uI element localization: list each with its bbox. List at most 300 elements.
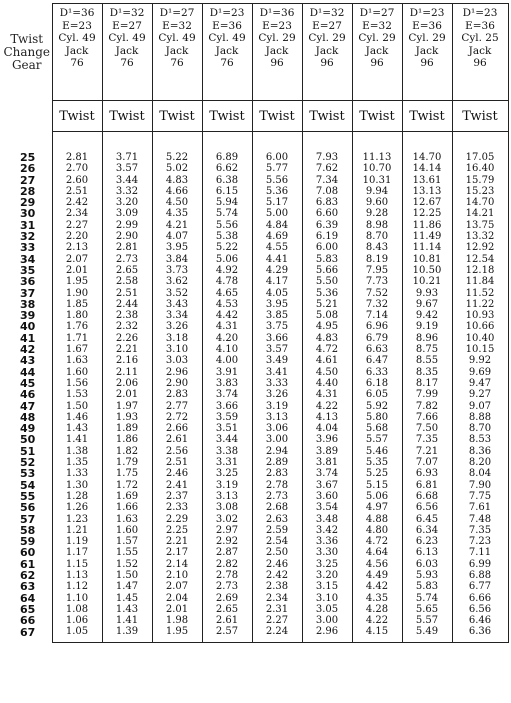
column-spec-jack-num: 76 bbox=[120, 57, 134, 69]
twist-value-cell: 2.16 bbox=[102, 355, 152, 366]
twist-value-cell: 3.74 bbox=[202, 389, 252, 400]
column-spec-cyl: Cyl. 49 bbox=[58, 32, 96, 44]
twist-value-cell: 5.06 bbox=[202, 254, 252, 265]
table-row bbox=[2, 480, 508, 491]
change-gear-number: 38 bbox=[20, 297, 36, 311]
twist-change-gear-table bbox=[2, 3, 509, 643]
column-spec-d: D¹=23 bbox=[209, 7, 245, 19]
change-gear-number: 51 bbox=[20, 444, 36, 458]
column-spec-d: D¹=23 bbox=[462, 7, 498, 19]
column-spec-e: E=32 bbox=[362, 19, 392, 32]
twist-value-cell: 5.93 bbox=[402, 570, 452, 581]
twist-value-cell: 1.75 bbox=[102, 468, 152, 479]
twist-value-cell: 5.15 bbox=[352, 480, 402, 491]
twist-column-label: Twist bbox=[452, 101, 508, 132]
twist-value-cell: 1.52 bbox=[102, 559, 152, 570]
twist-value-cell: 2.56 bbox=[152, 446, 202, 457]
twist-value-cell: 3.85 bbox=[252, 310, 302, 321]
twist-value-cell: 12.18 bbox=[452, 265, 508, 276]
twist-value-cell: 6.19 bbox=[302, 231, 352, 242]
column-spec-jack: Jack bbox=[415, 44, 439, 57]
twist-value-cell: 1.53 bbox=[52, 389, 102, 400]
column-spec-jack: Jack bbox=[215, 44, 239, 57]
table-row bbox=[2, 434, 508, 445]
table-row bbox=[2, 389, 508, 400]
twist-value-cell: 4.20 bbox=[202, 333, 252, 344]
twist-value-cell: 2.73 bbox=[252, 491, 302, 502]
twist-value-cell: 2.24 bbox=[252, 626, 302, 642]
twist-value-cell: 2.90 bbox=[102, 231, 152, 242]
twist-value-cell: 2.57 bbox=[202, 626, 252, 642]
twist-value-cell: 2.04 bbox=[152, 593, 202, 604]
twist-value-cell: 1.56 bbox=[52, 378, 102, 389]
column-spec-cyl: Cyl. 29 bbox=[308, 32, 346, 44]
change-gear-number: 41 bbox=[20, 331, 36, 345]
twist-value-cell: 2.51 bbox=[102, 288, 152, 299]
twist-value-cell: 10.31 bbox=[352, 175, 402, 186]
twist-value-cell: 9.28 bbox=[352, 208, 402, 219]
twist-value-cell: 2.61 bbox=[152, 434, 202, 445]
change-gear-number: 60 bbox=[20, 546, 36, 560]
column-spec-e: E=23 bbox=[262, 19, 292, 32]
change-gear-number: 26 bbox=[20, 162, 36, 176]
twist-value-cell: 7.52 bbox=[352, 288, 402, 299]
twist-value-cell: 2.65 bbox=[202, 604, 252, 615]
twist-column-label: Twist bbox=[302, 101, 352, 132]
twist-value-cell: 3.42 bbox=[302, 525, 352, 536]
twist-value-cell: 1.23 bbox=[52, 514, 102, 525]
change-gear-number: 50 bbox=[20, 433, 36, 447]
twist-value-cell: 11.86 bbox=[402, 220, 452, 231]
twist-value-cell: 4.15 bbox=[352, 626, 402, 642]
table-row bbox=[2, 355, 508, 366]
twist-value-cell: 2.31 bbox=[252, 604, 302, 615]
change-gear-number: 42 bbox=[20, 343, 36, 357]
column-spec-e: E=27 bbox=[312, 19, 342, 32]
column-spec-header bbox=[352, 4, 402, 101]
twist-value-cell: 5.83 bbox=[402, 581, 452, 592]
twist-value-cell: 8.04 bbox=[452, 468, 508, 479]
twist-value-cell: 10.66 bbox=[452, 321, 508, 332]
twist-value-cell: 4.84 bbox=[252, 220, 302, 231]
twist-value-cell: 8.20 bbox=[452, 457, 508, 468]
twist-value-cell: 4.92 bbox=[202, 265, 252, 276]
twist-value-cell: 1.21 bbox=[52, 525, 102, 536]
twist-value-cell: 3.18 bbox=[152, 333, 202, 344]
twist-value-cell: 1.13 bbox=[52, 570, 102, 581]
twist-value-cell: 2.10 bbox=[152, 570, 202, 581]
twist-value-cell: 5.94 bbox=[202, 197, 252, 208]
twist-value-cell: 5.22 bbox=[202, 242, 252, 253]
twist-value-cell: 7.61 bbox=[452, 502, 508, 513]
twist-value-cell: 7.07 bbox=[402, 457, 452, 468]
change-gear-number: 25 bbox=[20, 150, 36, 164]
twist-value-cell: 2.42 bbox=[52, 197, 102, 208]
table-row bbox=[2, 468, 508, 479]
change-gear-number: 44 bbox=[20, 365, 36, 379]
twist-value-cell: 3.89 bbox=[302, 446, 352, 457]
twist-value-cell: 7.82 bbox=[402, 401, 452, 412]
twist-value-cell: 9.19 bbox=[402, 321, 452, 332]
twist-value-cell: 5.17 bbox=[252, 197, 302, 208]
twist-value-cell: 13.61 bbox=[402, 175, 452, 186]
twist-value-cell: 7.48 bbox=[452, 514, 508, 525]
twist-value-cell: 2.27 bbox=[252, 615, 302, 626]
twist-value-cell: 5.56 bbox=[202, 220, 252, 231]
twist-value-cell: 2.21 bbox=[152, 536, 202, 547]
column-spec-d: D¹=36 bbox=[259, 7, 295, 19]
twist-value-cell: 3.67 bbox=[302, 480, 352, 491]
change-gear-number: 36 bbox=[20, 275, 36, 289]
twist-value-cell: 2.78 bbox=[252, 480, 302, 491]
table-row bbox=[2, 333, 508, 344]
twist-value-cell: 5.66 bbox=[302, 265, 352, 276]
twist-value-cell: 1.12 bbox=[52, 581, 102, 592]
twist-value-cell: 5.06 bbox=[352, 491, 402, 502]
column-spec-jack-num: 76 bbox=[70, 57, 84, 69]
twist-value-cell: 15.79 bbox=[452, 175, 508, 186]
twist-value-cell: 6.46 bbox=[452, 615, 508, 626]
twist-value-cell: 13.75 bbox=[452, 220, 508, 231]
twist-value-cell: 1.06 bbox=[52, 615, 102, 626]
twist-value-cell: 6.88 bbox=[452, 570, 508, 581]
table-row bbox=[2, 604, 508, 615]
twist-value-cell: 1.50 bbox=[102, 570, 152, 581]
twist-value-cell: 3.15 bbox=[302, 581, 352, 592]
column-spec-d: D¹=32 bbox=[309, 7, 345, 19]
twist-value-cell: 4.83 bbox=[302, 333, 352, 344]
column-spec-jack: Jack bbox=[365, 44, 389, 57]
twist-value-cell: 7.99 bbox=[402, 389, 452, 400]
twist-value-cell: 3.20 bbox=[102, 197, 152, 208]
table-row bbox=[2, 457, 508, 468]
twist-value-cell: 8.88 bbox=[452, 412, 508, 423]
twist-value-cell: 6.00 bbox=[252, 132, 302, 164]
twist-value-cell: 3.26 bbox=[152, 321, 202, 332]
table-row bbox=[2, 254, 508, 265]
twist-value-cell: 2.73 bbox=[202, 581, 252, 592]
twist-value-cell: 3.38 bbox=[202, 446, 252, 457]
table-row bbox=[2, 265, 508, 276]
twist-value-cell: 3.26 bbox=[252, 389, 302, 400]
twist-value-cell: 2.41 bbox=[152, 480, 202, 491]
twist-value-cell: 2.50 bbox=[252, 547, 302, 558]
twist-value-cell: 8.98 bbox=[352, 220, 402, 231]
twist-value-cell: 7.62 bbox=[302, 163, 352, 174]
twist-value-cell: 2.81 bbox=[52, 132, 102, 164]
change-gear-number: 62 bbox=[20, 568, 36, 582]
twist-value-cell: 15.23 bbox=[452, 186, 508, 197]
twist-value-cell: 10.70 bbox=[352, 163, 402, 174]
twist-value-cell: 4.42 bbox=[202, 310, 252, 321]
twist-value-cell: 1.38 bbox=[52, 446, 102, 457]
table-row bbox=[2, 446, 508, 457]
twist-value-cell: 7.35 bbox=[402, 434, 452, 445]
column-spec-jack: Jack bbox=[115, 44, 139, 57]
twist-value-cell: 2.27 bbox=[52, 220, 102, 231]
twist-value-cell: 9.07 bbox=[452, 401, 508, 412]
twist-value-cell: 9.60 bbox=[352, 197, 402, 208]
twist-value-cell: 2.01 bbox=[102, 389, 152, 400]
twist-column-label: Twist bbox=[152, 101, 202, 132]
twist-value-cell: 2.83 bbox=[252, 468, 302, 479]
twist-value-cell: 1.63 bbox=[52, 355, 102, 366]
twist-value-cell: 6.38 bbox=[202, 175, 252, 186]
table-row bbox=[2, 525, 508, 536]
column-spec-e: E=36 bbox=[212, 19, 242, 32]
twist-value-cell: 2.70 bbox=[52, 163, 102, 174]
column-spec-header-row bbox=[2, 4, 508, 101]
twist-value-cell: 12.67 bbox=[402, 197, 452, 208]
twist-value-cell: 1.90 bbox=[52, 288, 102, 299]
twist-value-cell: 1.50 bbox=[52, 401, 102, 412]
twist-label-spacer bbox=[2, 101, 52, 132]
change-gear-number: 37 bbox=[20, 286, 36, 300]
twist-value-cell: 8.43 bbox=[352, 242, 402, 253]
twist-value-cell: 1.26 bbox=[52, 502, 102, 513]
column-spec-e: E=27 bbox=[112, 19, 142, 32]
twist-value-cell: 1.43 bbox=[52, 423, 102, 434]
twist-value-cell: 4.64 bbox=[352, 547, 402, 558]
twist-value-cell: 8.36 bbox=[452, 446, 508, 457]
column-spec-e: E=32 bbox=[162, 19, 192, 32]
twist-label-row bbox=[2, 101, 508, 132]
twist-value-cell: 4.72 bbox=[302, 344, 352, 355]
twist-value-cell: 2.60 bbox=[52, 175, 102, 186]
twist-value-cell: 6.77 bbox=[452, 581, 508, 592]
twist-value-cell: 2.96 bbox=[152, 367, 202, 378]
twist-value-cell: 7.93 bbox=[302, 132, 352, 164]
column-spec-jack-num: 96 bbox=[270, 57, 284, 69]
row-header-line: Twist bbox=[10, 31, 44, 46]
change-gear-number: 28 bbox=[20, 184, 36, 198]
twist-value-cell: 6.79 bbox=[352, 333, 402, 344]
twist-value-cell: 9.67 bbox=[402, 299, 452, 310]
twist-value-cell: 11.13 bbox=[352, 132, 402, 164]
twist-value-cell: 3.05 bbox=[302, 604, 352, 615]
twist-value-cell: 3.73 bbox=[152, 265, 202, 276]
column-spec-cyl: Cyl. 49 bbox=[208, 32, 246, 44]
twist-value-cell: 4.50 bbox=[302, 367, 352, 378]
twist-value-cell: 2.01 bbox=[52, 265, 102, 276]
twist-value-cell: 5.49 bbox=[402, 626, 452, 642]
twist-value-cell: 2.17 bbox=[152, 547, 202, 558]
twist-value-cell: 1.05 bbox=[52, 626, 102, 642]
twist-value-cell: 2.65 bbox=[102, 265, 152, 276]
twist-value-cell: 4.07 bbox=[152, 231, 202, 242]
twist-value-cell: 5.77 bbox=[252, 163, 302, 174]
change-gear-number: 45 bbox=[20, 376, 36, 390]
twist-value-cell: 14.70 bbox=[452, 197, 508, 208]
twist-value-cell: 2.51 bbox=[52, 186, 102, 197]
twist-value-cell: 1.15 bbox=[52, 559, 102, 570]
twist-value-cell: 4.53 bbox=[202, 299, 252, 310]
table-row bbox=[2, 367, 508, 378]
twist-value-cell: 4.29 bbox=[252, 265, 302, 276]
twist-value-cell: 7.75 bbox=[452, 491, 508, 502]
row-header-line: Gear bbox=[11, 57, 42, 72]
twist-value-cell: 1.47 bbox=[102, 581, 152, 592]
change-gear-number: 33 bbox=[20, 241, 36, 255]
twist-value-cell: 3.02 bbox=[202, 514, 252, 525]
change-gear-number: 29 bbox=[20, 196, 36, 210]
twist-value-cell: 5.35 bbox=[352, 457, 402, 468]
twist-value-cell: 9.93 bbox=[402, 288, 452, 299]
twist-value-cell: 2.14 bbox=[152, 559, 202, 570]
twist-value-cell: 6.63 bbox=[352, 344, 402, 355]
twist-value-cell: 3.20 bbox=[302, 570, 352, 581]
change-gear-number: 30 bbox=[20, 207, 36, 221]
twist-value-cell: 11.49 bbox=[402, 231, 452, 242]
twist-value-cell: 3.66 bbox=[252, 333, 302, 344]
twist-value-cell: 3.03 bbox=[152, 355, 202, 366]
change-gear-number: 43 bbox=[20, 354, 36, 368]
twist-value-cell: 3.19 bbox=[252, 401, 302, 412]
twist-value-cell: 1.71 bbox=[52, 333, 102, 344]
column-spec-cyl: Cyl. 49 bbox=[108, 32, 146, 44]
twist-value-cell: 9.27 bbox=[452, 389, 508, 400]
change-gear-number: 57 bbox=[20, 512, 36, 526]
column-spec-jack: Jack bbox=[165, 44, 189, 57]
twist-value-cell: 8.70 bbox=[352, 231, 402, 242]
twist-value-cell: 2.92 bbox=[202, 536, 252, 547]
twist-value-cell: 5.46 bbox=[352, 446, 402, 457]
twist-value-cell: 5.38 bbox=[202, 231, 252, 242]
twist-value-cell: 1.17 bbox=[52, 547, 102, 558]
twist-value-cell: 2.07 bbox=[152, 581, 202, 592]
twist-value-cell: 1.08 bbox=[52, 604, 102, 615]
twist-value-cell: 2.25 bbox=[152, 525, 202, 536]
twist-value-cell: 3.32 bbox=[102, 186, 152, 197]
twist-value-cell: 5.74 bbox=[202, 208, 252, 219]
column-spec-jack: Jack bbox=[315, 44, 339, 57]
twist-value-cell: 6.56 bbox=[452, 604, 508, 615]
twist-value-cell: 5.57 bbox=[402, 615, 452, 626]
change-gear-number: 54 bbox=[20, 478, 36, 492]
twist-value-cell: 9.42 bbox=[402, 310, 452, 321]
twist-value-cell: 6.47 bbox=[352, 355, 402, 366]
twist-value-cell: 1.60 bbox=[102, 525, 152, 536]
twist-value-cell: 3.13 bbox=[252, 412, 302, 423]
twist-value-cell: 3.44 bbox=[202, 434, 252, 445]
twist-value-cell: 1.10 bbox=[52, 593, 102, 604]
twist-value-cell: 3.66 bbox=[202, 401, 252, 412]
twist-value-cell: 4.88 bbox=[352, 514, 402, 525]
twist-value-cell: 3.49 bbox=[252, 355, 302, 366]
column-spec-jack-num: 76 bbox=[220, 57, 234, 69]
twist-value-cell: 3.34 bbox=[152, 310, 202, 321]
column-spec-header bbox=[152, 4, 202, 101]
twist-value-cell: 2.34 bbox=[252, 593, 302, 604]
twist-value-cell: 3.25 bbox=[202, 468, 252, 479]
change-gear-number: 27 bbox=[20, 173, 36, 187]
table-row bbox=[2, 412, 508, 423]
twist-value-cell: 4.72 bbox=[352, 536, 402, 547]
twist-value-cell: 2.01 bbox=[152, 604, 202, 615]
twist-value-cell: 16.40 bbox=[452, 163, 508, 174]
column-spec-e: E=36 bbox=[465, 19, 495, 32]
twist-value-cell: 5.56 bbox=[252, 175, 302, 186]
twist-value-cell: 6.13 bbox=[402, 547, 452, 558]
column-spec-header bbox=[452, 4, 508, 101]
twist-value-cell: 7.90 bbox=[452, 480, 508, 491]
table-row bbox=[2, 220, 508, 231]
twist-value-cell: 3.36 bbox=[302, 536, 352, 547]
twist-value-cell: 2.89 bbox=[252, 457, 302, 468]
twist-value-cell: 3.00 bbox=[302, 615, 352, 626]
twist-value-cell: 3.75 bbox=[252, 321, 302, 332]
twist-value-cell: 6.81 bbox=[402, 480, 452, 491]
column-spec-jack-num: 96 bbox=[320, 57, 334, 69]
twist-value-cell: 5.22 bbox=[152, 132, 202, 164]
twist-value-cell: 6.89 bbox=[202, 132, 252, 164]
twist-value-cell: 2.44 bbox=[102, 299, 152, 310]
twist-value-cell: 13.32 bbox=[452, 231, 508, 242]
twist-value-cell: 3.57 bbox=[252, 344, 302, 355]
twist-value-cell: 3.51 bbox=[202, 423, 252, 434]
twist-table-page bbox=[2, 3, 508, 700]
twist-column-label: Twist bbox=[102, 101, 152, 132]
twist-value-cell: 2.94 bbox=[252, 446, 302, 457]
twist-value-cell: 2.73 bbox=[102, 254, 152, 265]
column-spec-d: D¹=27 bbox=[159, 7, 195, 19]
twist-value-cell: 1.80 bbox=[52, 310, 102, 321]
twist-value-cell: 2.63 bbox=[252, 514, 302, 525]
twist-value-cell: 6.60 bbox=[302, 208, 352, 219]
column-spec-e: E=36 bbox=[412, 19, 442, 32]
column-spec-cyl: Cyl. 29 bbox=[408, 32, 446, 44]
twist-column-label: Twist bbox=[52, 101, 102, 132]
twist-value-cell: 3.71 bbox=[102, 132, 152, 164]
twist-value-cell: 7.95 bbox=[352, 265, 402, 276]
twist-value-cell: 1.30 bbox=[52, 480, 102, 491]
twist-value-cell: 6.18 bbox=[352, 378, 402, 389]
twist-value-cell: 4.95 bbox=[302, 321, 352, 332]
twist-value-cell: 6.05 bbox=[352, 389, 402, 400]
twist-value-cell: 8.19 bbox=[352, 254, 402, 265]
twist-value-cell: 4.65 bbox=[202, 288, 252, 299]
twist-value-cell: 3.33 bbox=[252, 378, 302, 389]
table-row bbox=[2, 132, 508, 164]
twist-value-cell: 4.00 bbox=[202, 355, 252, 366]
twist-value-cell: 6.34 bbox=[402, 525, 452, 536]
table-row bbox=[2, 626, 508, 642]
twist-value-cell: 5.80 bbox=[352, 412, 402, 423]
twist-value-cell: 4.66 bbox=[152, 186, 202, 197]
twist-value-cell: 2.54 bbox=[252, 536, 302, 547]
twist-value-cell: 4.28 bbox=[352, 604, 402, 615]
column-spec-cyl: Cyl. 49 bbox=[158, 32, 196, 44]
change-gear-number: 56 bbox=[20, 501, 36, 515]
twist-value-cell: 4.22 bbox=[352, 615, 402, 626]
column-spec-jack: Jack bbox=[265, 44, 289, 57]
twist-value-cell: 12.54 bbox=[452, 254, 508, 265]
table-row bbox=[2, 423, 508, 434]
change-gear-number: 47 bbox=[20, 399, 36, 413]
twist-value-cell: 3.09 bbox=[102, 208, 152, 219]
twist-value-cell: 2.59 bbox=[252, 525, 302, 536]
twist-value-cell: 2.33 bbox=[152, 502, 202, 513]
twist-value-cell: 9.47 bbox=[452, 378, 508, 389]
column-spec-header bbox=[202, 4, 252, 101]
column-spec-jack-num: 76 bbox=[170, 57, 184, 69]
twist-value-cell: 4.56 bbox=[352, 559, 402, 570]
twist-value-cell: 2.78 bbox=[202, 570, 252, 581]
twist-value-cell: 6.39 bbox=[302, 220, 352, 231]
twist-value-cell: 6.99 bbox=[452, 559, 508, 570]
twist-value-cell: 3.30 bbox=[302, 547, 352, 558]
twist-value-cell: 3.59 bbox=[202, 412, 252, 423]
